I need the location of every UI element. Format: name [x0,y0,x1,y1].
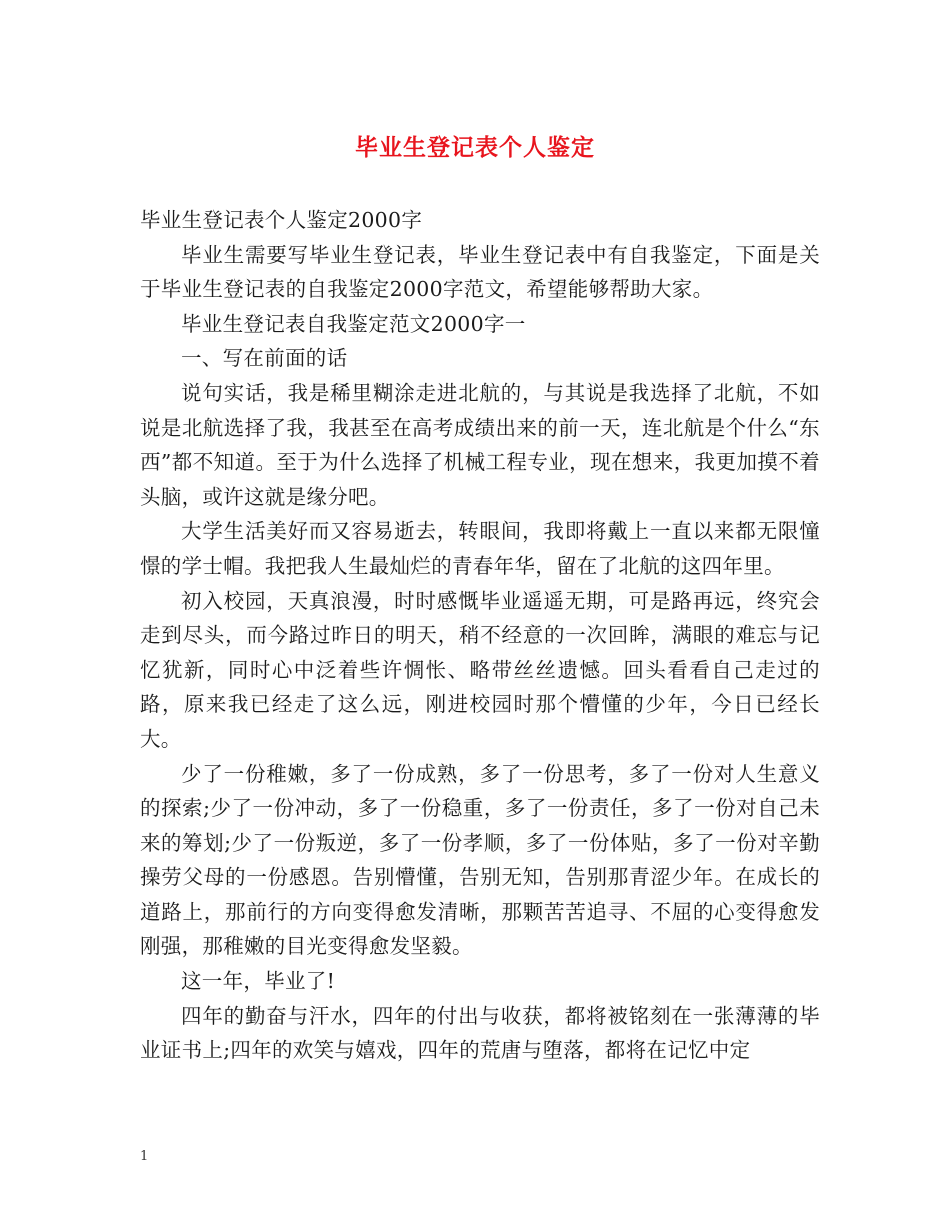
document-body [140,203,820,1068]
paragraph: 毕业生需要写毕业生登记表，毕业生登记表中有自我鉴定，下面是关于毕业生登记表的自我鉴定2000字范文，希望能够帮助大家。 [140,242,820,302]
page-number: 1 [140,1149,149,1164]
paragraph: 一、写在前面的话 [181,346,348,371]
paragraph: 初入校园，天真浪漫，时时感慨毕业遥遥无期，可是路再远，终究会走到尽头，而今路过昨日的明天，稍不经意的一次回眸，满眼的难忘与记忆犹新，同时心中泛着些许惆怅、略带丝丝遗憾。回头看看自己走过的路，原来我已经走了这么远，刚进校园时那个懵懂的少年，今日已经长大。 [140,588,820,751]
document-title: 毕业生登记表个人鉴定 [355,134,595,161]
paragraph: 少了一份稚嫩，多了一份成熟，多了一份思考，多了一份对人生意义的探索;少了一份冲动，多了一份稳重，多了一份责任，多了一份对自己未来的筹划;少了一份叛逆，多了一份孝顺，多了一份体贴，多了一份对辛勤操劳父母的一份感恩。告别懵懂，告别无知，告别那青涩少年。在成长的道路上，那前行的方向变得愈发清晰，那颗苦苦追寻、不屈的心变得愈发刚强，那稚嫩的目光变得愈发坚毅。 [140,761,820,959]
paragraph: 说句实话，我是稀里糊涂走进北航的，与其说是我选择了北航，不如说是北航选择了我，我甚至在高考成绩出来的前一天，连北航是个什么“东西”都不知道。至于为什么选择了机械工程专业，现在想来，我更加摸不着头脑，或许这就是缘分吧。 [140,380,820,509]
paragraph: 四年的勤奋与汗水，四年的付出与收获，都将被铭刻在一张薄薄的毕业证书上;四年的欢笑与嬉戏，四年的荒唐与堕落，都将在记忆中定 [140,1003,820,1063]
paragraph: 这一年，毕业了! [181,969,336,994]
paragraph: 毕业生登记表自我鉴定范文2000字一 [181,311,526,336]
paragraph: 毕业生登记表个人鉴定2000字 [140,208,423,232]
paragraph: 大学生活美好而又容易逝去，转眼间，我即将戴上一直以来都无限憧憬的学士帽。我把我人生最灿烂的青春年华，留在了北航的这四年里。 [140,519,820,578]
